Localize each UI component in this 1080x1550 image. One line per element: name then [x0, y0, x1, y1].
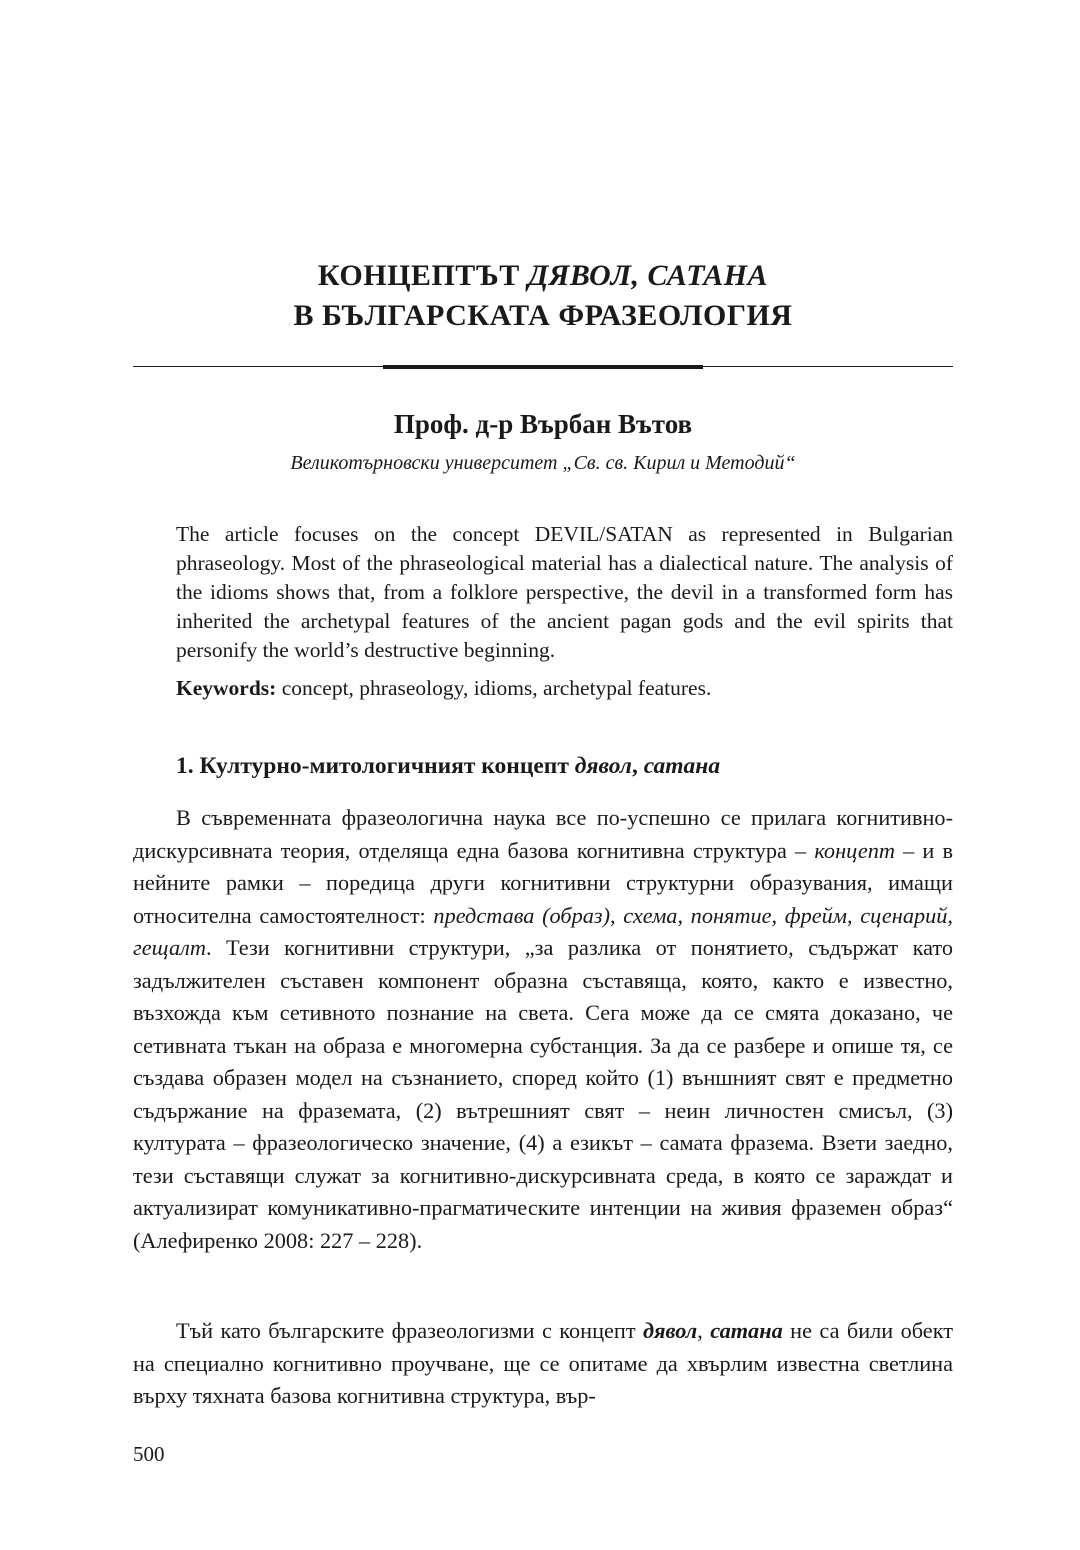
p1-part-2: – и в нейните рамки – поредица други когнитивни структурни образувания, имащи относителна самостоятелност:	[133, 837, 953, 928]
keywords-list: concept, phraseology, idioms, archetypal features.	[276, 676, 712, 700]
p1-italic-list: представа (образ), схема, понятие, фрейм, сценарий, гещалт	[133, 902, 953, 960]
p1-part-1: В съвременната фразеологична наука все по-успешно се прилага когнитивно-дискурсивната теория, отделяща една базова когнитивна структура –	[133, 805, 953, 863]
title-line-2: В БЪЛГАРСКАТА ФРАЗЕОЛОГИЯ	[293, 299, 793, 332]
author-name: Проф. д-р Върбан Вътов	[393, 409, 693, 439]
p1-italic-concept: концепт	[814, 837, 895, 863]
p1-part-3: . Тези когнитивни структури, „за разлика от понятието, съдържат като задължителен съставен компонент образна съставяща, която, както е известно, възхожда към сетивното познание на света. Сега може да се смята доказано, че сетивната тъкан на образа е многомерна субстанция. За да се разбере и опише тя, се създава образен модел на съзнанието, според който (1) външният свят е предметно съдържание на фраземата, (2) вътрешният свят – неин личностен смисъл, (3) културата – фразеологическо значение, (4) а езикът – самата фразема. Взети заедно, тези съставящи служат за когнитивно-дискурсивната среда, в която се зараждат и актуализират комуникативно-прагматическите интенции на живия фраземен образ“ (Алефиренко 2008: 227 – 228).	[133, 935, 953, 1253]
heading-italic-devil: дявол	[574, 753, 632, 779]
section-heading	[176, 750, 953, 782]
p2-separator: ,	[697, 1318, 711, 1343]
heading-separator: ,	[631, 753, 644, 779]
body-paragraph-2	[133, 1315, 953, 1413]
keywords-label: Keywords:	[176, 676, 277, 700]
p2-part-1: Тъй като българските фразеологизми с концепт	[176, 1318, 643, 1343]
title-divider-accent	[383, 365, 703, 369]
heading-italic-satan: сатана	[643, 753, 721, 779]
body-paragraph-1	[133, 802, 953, 1257]
title-italic-concept: ДЯВОЛ, САТАНА	[527, 259, 769, 292]
p2-bold-devil: дявол	[643, 1318, 698, 1343]
abstract-text: The article focuses on the concept DEVIL/SATAN as represented in Bulgarian phraseology. Most of the phraseological material has a dialectical nature. The analysis of the idioms shows that, from a folklore perspective, the devil in a transformed form has inherited the archetypal features of the ancient pagan gods and the evil spirits that personify the world’s destructive beginning.	[176, 522, 953, 662]
title-prefix: КОНЦЕПТЪТ	[317, 259, 528, 292]
p2-part-2: не са били обект на специално когнитивно проучване, ще се опитаме да хвърлим известна светлина върху тяхната базова когнитивна структура, вър-	[133, 1318, 953, 1408]
title-line-1	[133, 256, 953, 296]
p2-bold-satan: сатана	[710, 1318, 783, 1343]
author-affiliation: Великотърновски университет „Св. св. Кирил и Методий“	[290, 452, 796, 474]
page-number: 500	[133, 1442, 165, 1466]
keywords	[176, 674, 953, 703]
article-title	[133, 256, 953, 336]
heading-prefix: 1. Културно-митологичният концепт	[176, 753, 575, 779]
